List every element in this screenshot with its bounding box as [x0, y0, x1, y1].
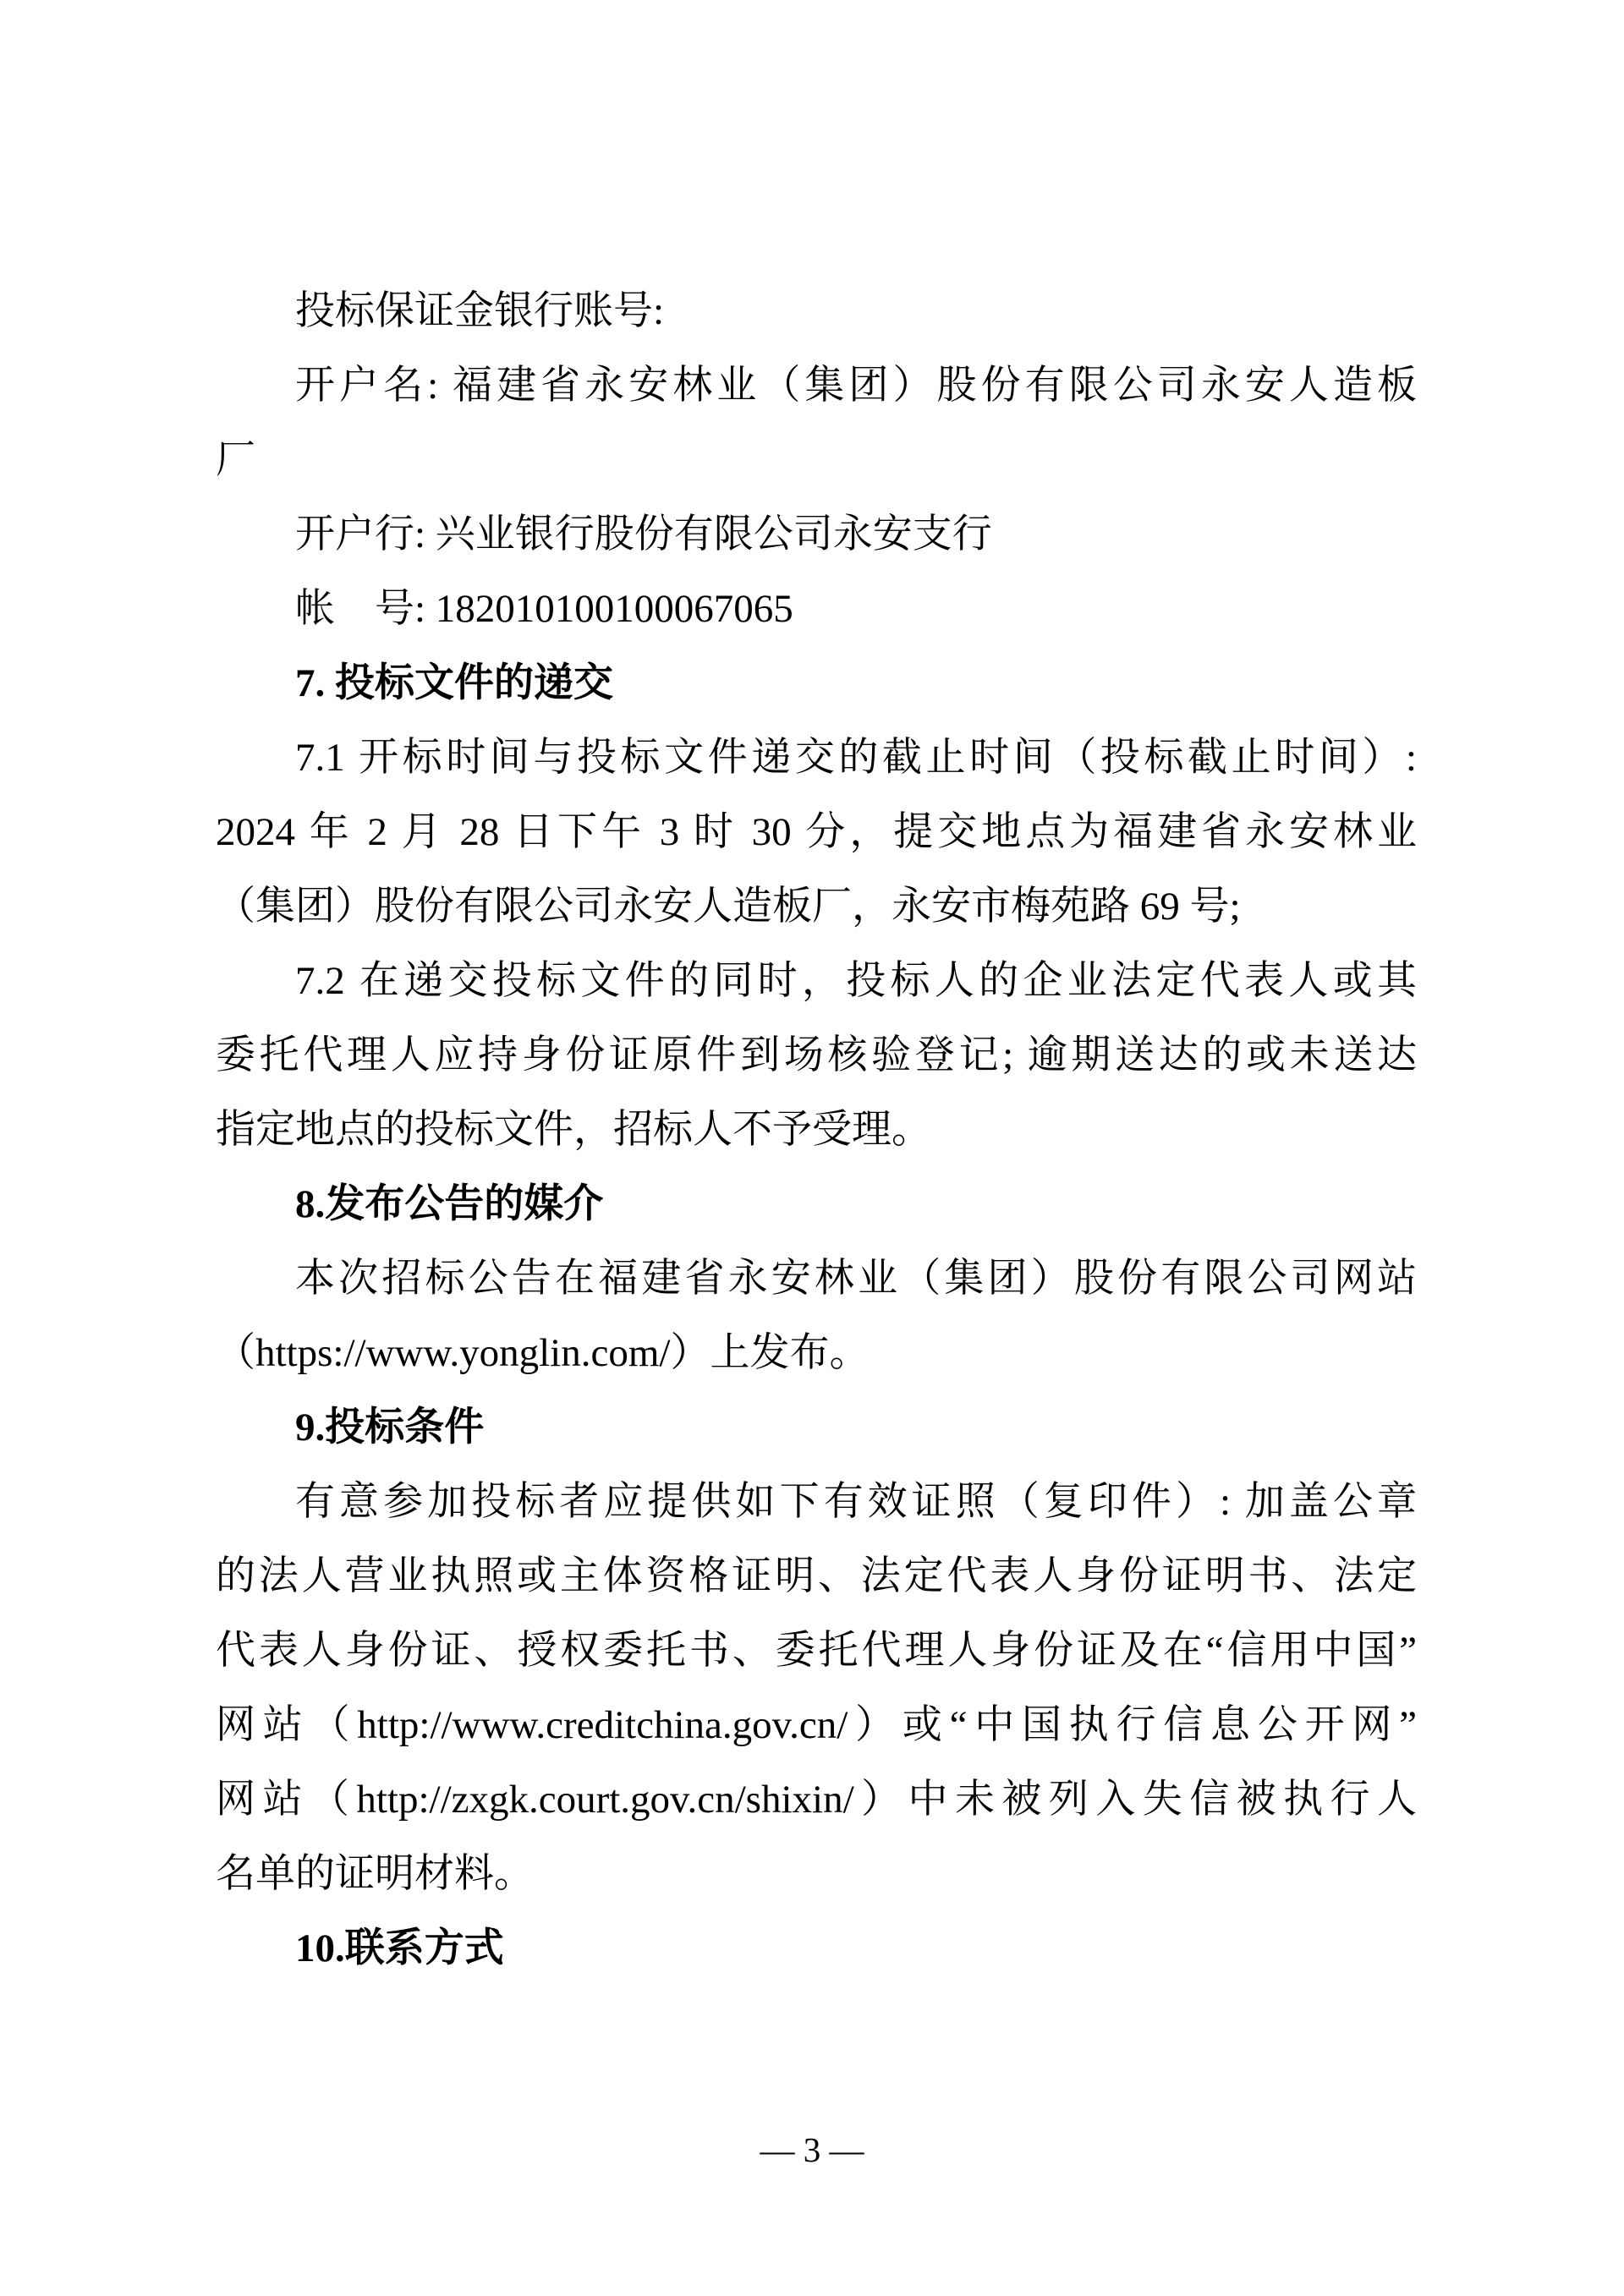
line-account-name: 开户名: 福建省永安林业（集团）股份有限公司永安人造板: [295, 364, 1417, 408]
line-deposit-account-label: 投标保证金银行账号:: [295, 289, 665, 333]
heading-section-7: 7. 投标文件的递交: [295, 661, 613, 705]
line-9-body-c: 代表人身份证、授权委托书、委托代理人身份证及在“信用中国”: [216, 1629, 1417, 1673]
line-bank-branch: 开户行: 兴业银行股份有限公司永安支行: [295, 512, 992, 556]
page-number: — 3 —: [760, 2130, 864, 2169]
line-account-number: 帐 号: 182010100100067065: [295, 587, 793, 631]
line-7-2-b: 委托代理人应持身份证原件到场核验登记; 逾期送达的或未送达: [216, 1033, 1417, 1077]
line-9-body-a: 有意参加投标者应提供如下有效证照（复印件）: 加盖公章: [295, 1480, 1417, 1524]
line-8-body-a: 本次招标公告在福建省永安林业（集团）股份有限公司网站: [295, 1257, 1417, 1301]
line-9-body-b: 的法人营业执照或主体资格证明、法定代表人身份证明书、法定: [216, 1554, 1417, 1598]
document-body: [216, 274, 1417, 1986]
line-account-name-cont: 厂: [216, 438, 255, 482]
line-7-1-c: （集团）股份有限公司永安人造板厂，永安市梅苑路 69 号;: [216, 885, 1241, 929]
line-9-body-d: 网站（http://www.creditchina.gov.cn/）或“中国执行信息公开网”: [216, 1703, 1417, 1747]
line-8-body-b: （https://www.yonglin.com/）上发布。: [216, 1331, 870, 1375]
line-7-2-a: 7.2 在递交投标文件的同时，投标人的企业法定代表人或其: [295, 959, 1417, 1003]
heading-section-9: 9.投标条件: [295, 1406, 485, 1449]
heading-section-8: 8.发布公告的媒介: [295, 1182, 604, 1226]
line-7-1-b: 2024 年 2 月 28 日下午 3 时 30 分，提交地点为福建省永安林业: [216, 810, 1417, 854]
line-9-body-f: 名单的证明材料。: [216, 1852, 534, 1896]
line-7-1-a: 7.1 开标时间与投标文件递交的截止时间（投标截止时间）:: [295, 736, 1417, 780]
line-7-2-c: 指定地点的投标文件，招标人不予受理。: [216, 1108, 931, 1152]
heading-section-10: 10.联系方式: [295, 1926, 504, 1970]
line-9-body-e: 网站（http://zxgk.court.gov.cn/shixin/）中未被列入失信被执行人: [216, 1778, 1417, 1822]
